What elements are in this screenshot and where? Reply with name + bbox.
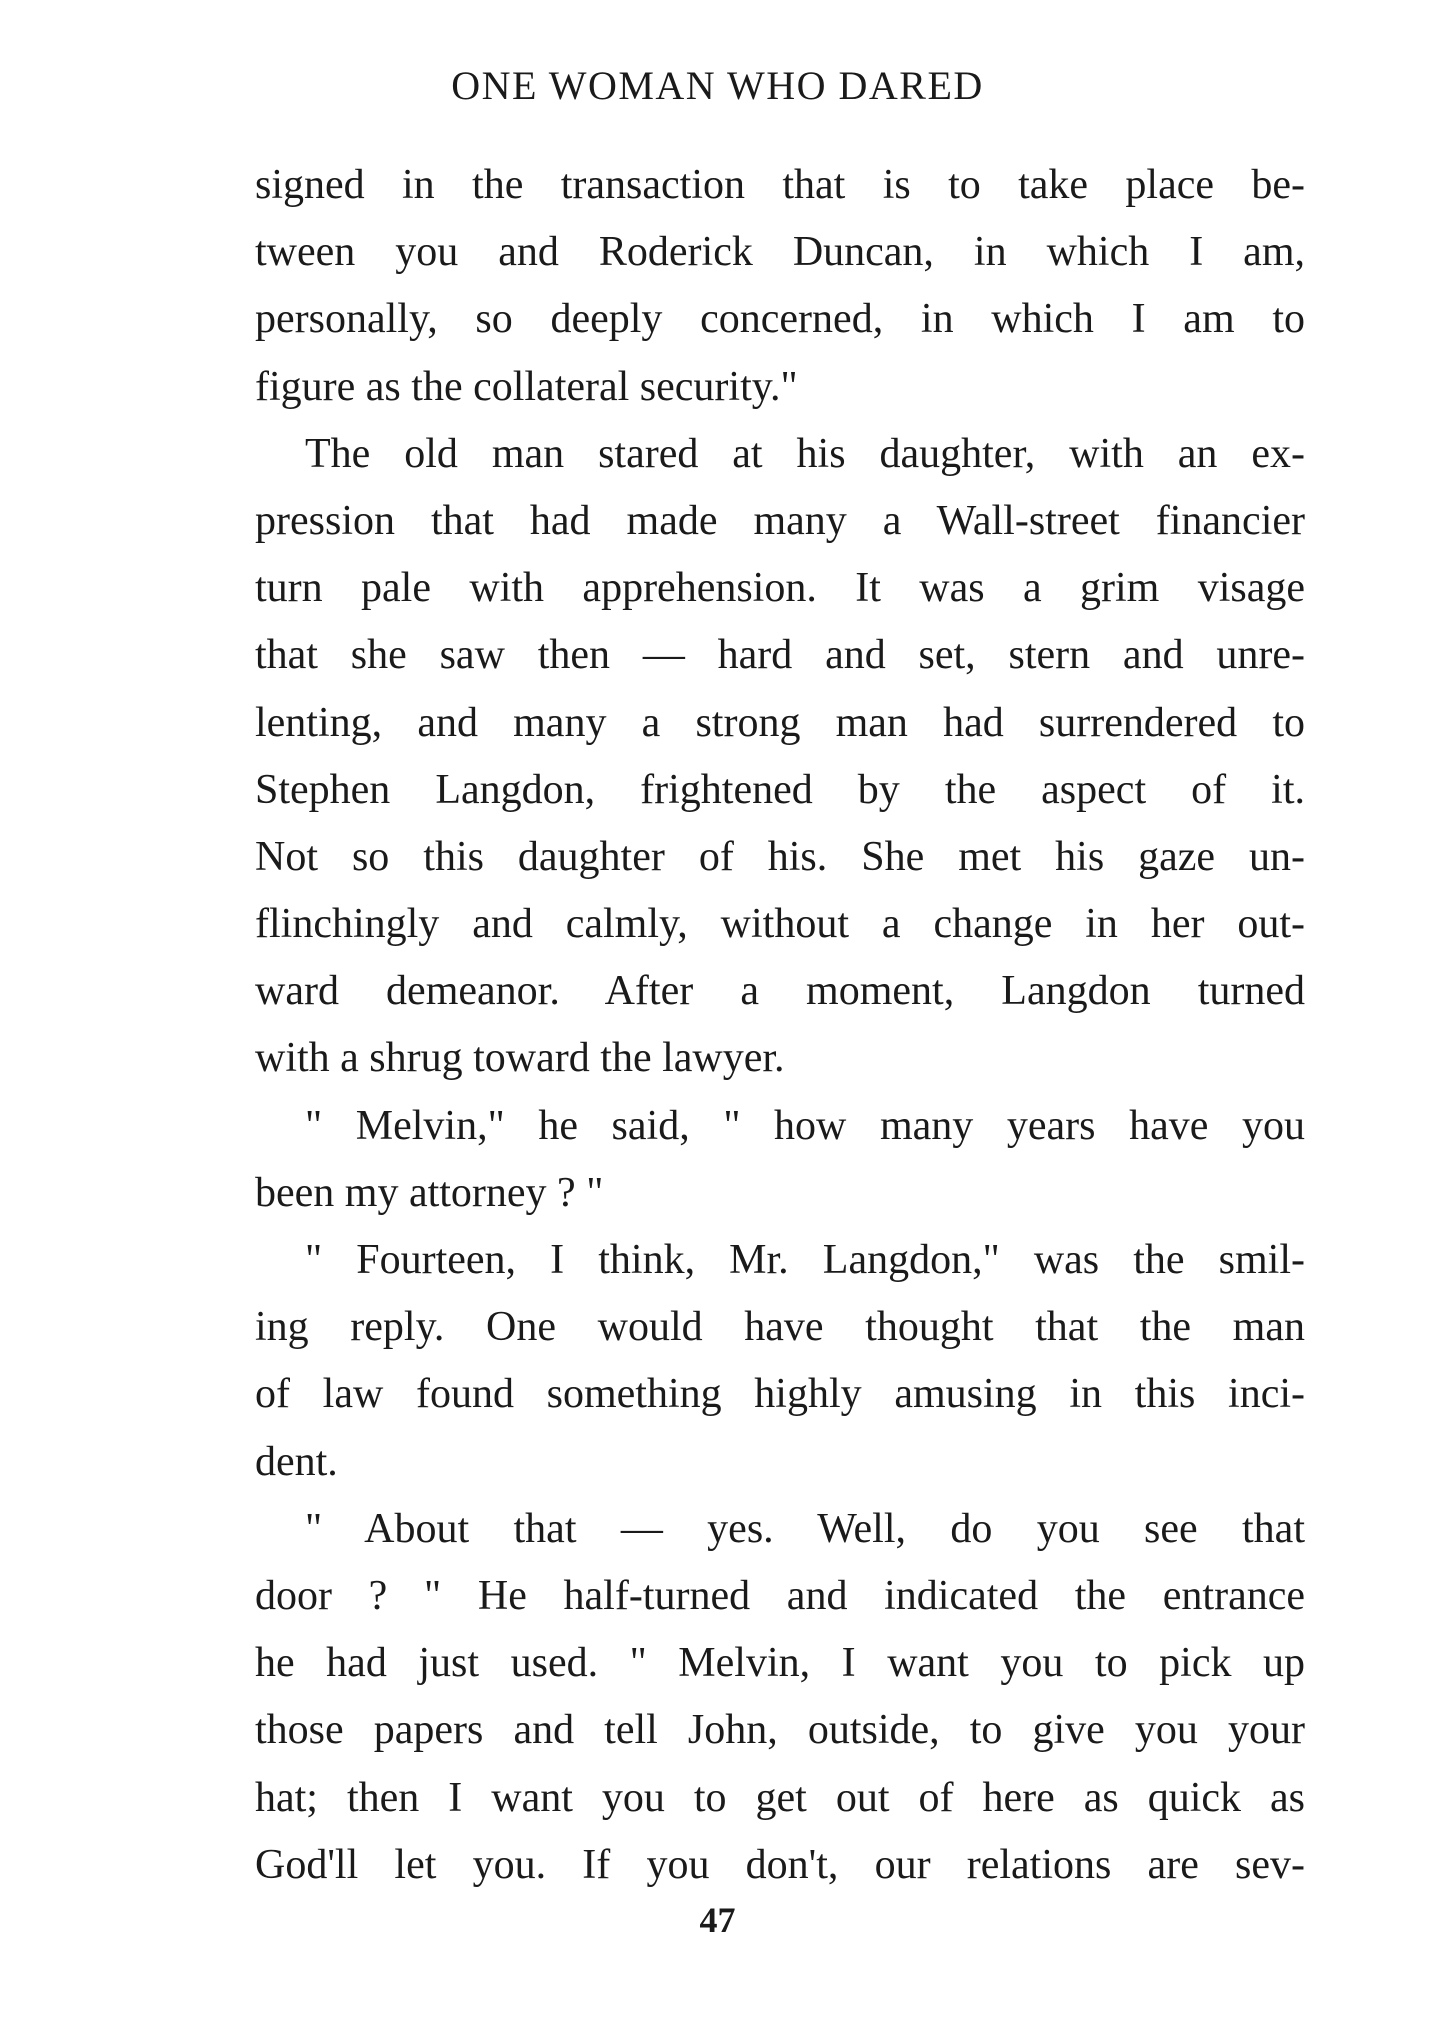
text-line: " Melvin," he said, " how many years have you [305, 1102, 1305, 1149]
text-line: door ? " He half-turned and indicated the entrance [255, 1572, 1305, 1619]
text-line: " About that — yes. Well, do you see that [305, 1505, 1305, 1552]
text-line: Not so this daughter of his. She met his gaze un- [255, 833, 1305, 880]
text-line: turn pale with apprehension. It was a grim visage [255, 565, 1305, 612]
text-line: signed in the transaction that is to take place be- [255, 162, 1305, 208]
text-line: ward demeanor. After a moment, Langdon turned [255, 968, 1305, 1015]
text-line: been my attorney ? " [255, 1169, 604, 1216]
text-line: figure as the collateral security." [255, 363, 798, 410]
text-line: dent. [255, 1438, 338, 1485]
text-line: Stephen Langdon, frightened by the aspect of it. [255, 766, 1305, 813]
text-line: those papers and tell John, outside, to give you your [255, 1707, 1305, 1754]
text-line: lenting, and many a strong man had surrendered to [255, 699, 1305, 746]
text-line: pression that had made many a Wall-street financier [255, 497, 1305, 544]
text-line: of law found something highly amusing in this inci- [255, 1371, 1305, 1418]
text-line: ing reply. One would have thought that the man [255, 1304, 1305, 1351]
page-number: 47 [699, 1900, 736, 1940]
text-line: that she saw then — hard and set, stern and unre- [255, 632, 1305, 679]
text-line: " Fourteen, I think, Mr. Langdon," was the smil- [305, 1237, 1305, 1283]
text-line: tween you and Roderick Duncan, in which I am, [255, 229, 1305, 276]
text-line: The old man stared at his daughter, with an ex- [305, 430, 1305, 477]
text-line: with a shrug toward the lawyer. [255, 1035, 785, 1082]
running-head: ONE WOMAN WHO DARED [451, 63, 984, 108]
text-line: he had just used. " Melvin, I want you to pick up [255, 1640, 1305, 1687]
body-text [255, 152, 1305, 1899]
text-line: personally, so deeply concerned, in which I am to [255, 296, 1305, 343]
text-line: God'll let you. If you don't, our relations are sev- [255, 1841, 1305, 1888]
text-line: hat; then I want you to get out of here as quick as [255, 1774, 1305, 1821]
text-line: flinchingly and calmly, without a change in her out- [255, 901, 1305, 948]
